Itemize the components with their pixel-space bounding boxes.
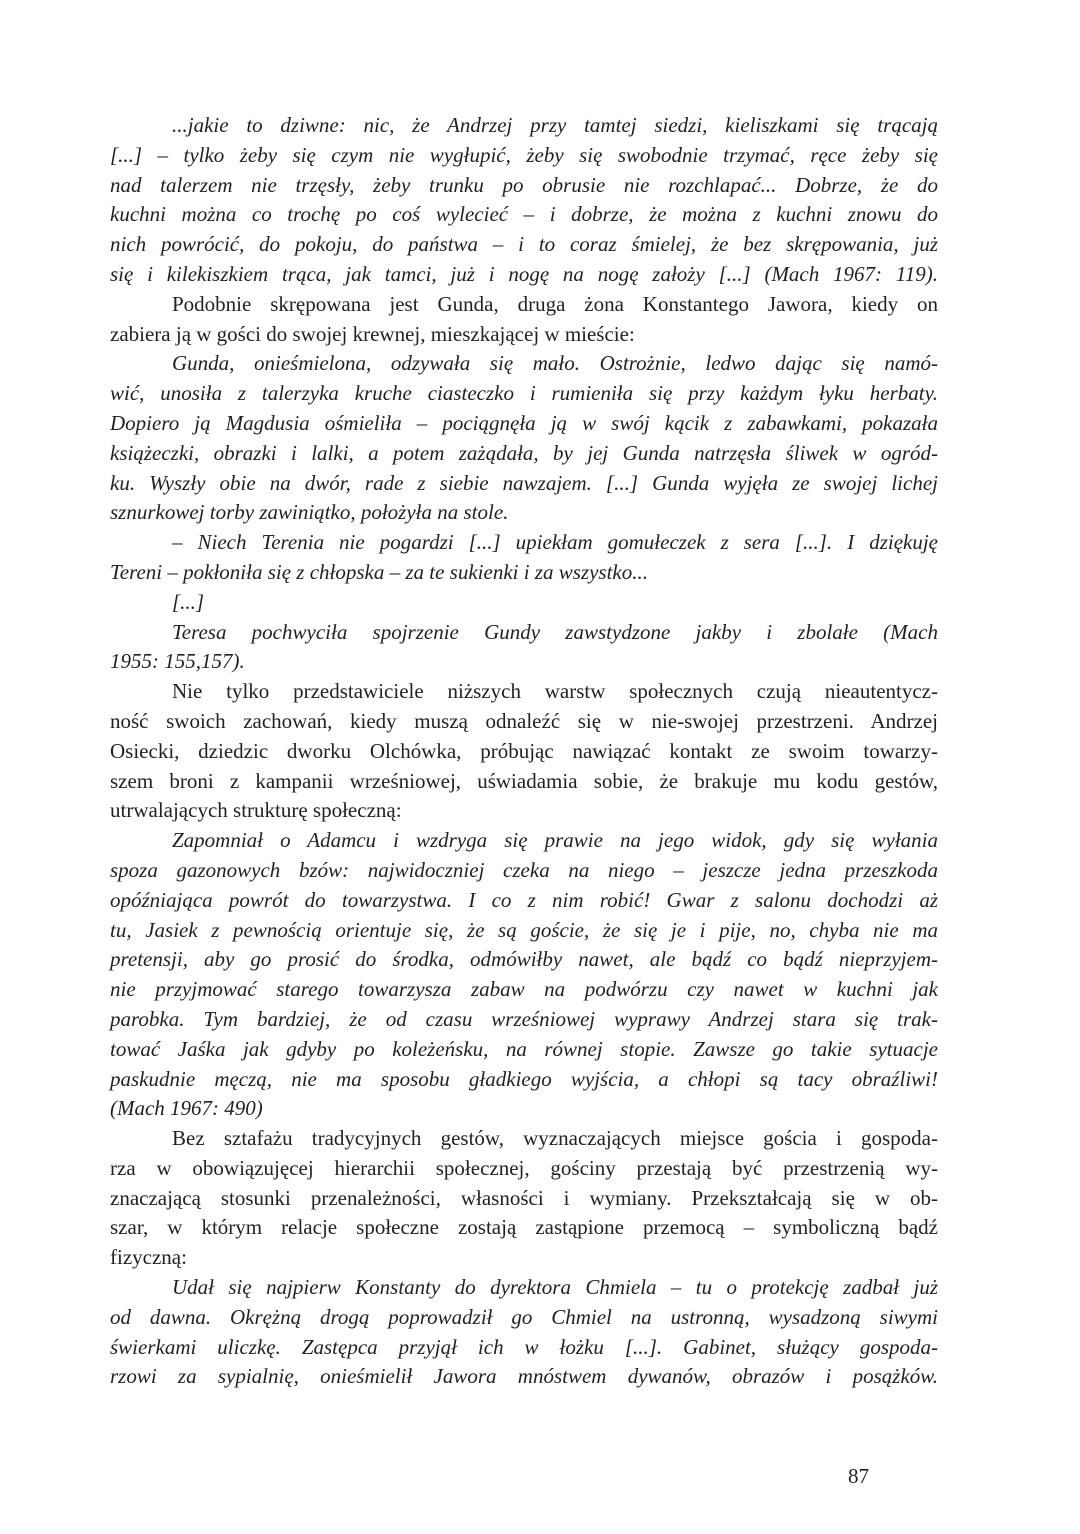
text-line: Gunda, onieśmielona, odzywała się mało. Ostrożnie, ledwo dając się namó- [172, 351, 938, 376]
text-line: parobka. Tym bardziej, że od czasu wrześniowej wyprawy Andrzej stara się trak- [110, 1006, 938, 1031]
text-line: nich powrócić, do pokoju, do państwa – i to coraz śmielej, że bez skrępowania, już [110, 232, 938, 257]
body-paragraph [110, 1124, 938, 1273]
text-line: utrwalających strukturę społeczną: [110, 798, 402, 823]
text-line: tu, Jasiek z pewnością orientuje się, że są goście, że się je i pije, no, chyba nie ma [110, 917, 938, 942]
text-line: rzowi za sypialnię, onieśmielił Jawora mnóstwem dywanów, obrazów i posążków. [110, 1364, 938, 1389]
text-line: paskudnie męczą, nie ma sposobu gładkiego wyjścia, a chłopi są tacy obraźliwi! [110, 1066, 938, 1091]
quotation-paragraph [110, 1273, 938, 1392]
text-line: Bez sztafażu tradycyjnych gestów, wyznaczających miejsce gościa i gospoda- [172, 1126, 938, 1151]
text-line: kuchni można co trochę po coś wylecieć – i dobrze, że można z kuchni znowu do [110, 202, 938, 227]
text-line: ność swoich zachowań, kiedy muszą odnaleźć się w nie-swojej przestrzeni. Andrzej [110, 708, 938, 733]
quotation-paragraph [110, 528, 938, 588]
quotation-paragraph [110, 111, 938, 290]
text-line: rza w obowiązujęcej hierarchii społecznej, gościny przestają być przestrzenią wy- [110, 1155, 938, 1180]
text-line: [...] – tylko żeby się czym nie wygłupić, żeby się swobodnie trzymać, ręce żeby się [110, 142, 938, 167]
text-line: Dopiero ją Magdusia ośmieliła – pociągnęła ją w swój kącik z zabawkami, pokazała [110, 410, 938, 435]
body-paragraph [110, 290, 938, 350]
page-body [110, 111, 938, 1392]
text-line: Podobnie skrępowana jest Gunda, druga żona Konstantego Jawora, kiedy on [172, 291, 938, 316]
text-line: szar, w którym relacje społeczne zostają zastąpione przemocą – symboliczną bądź [110, 1215, 938, 1240]
text-line: sznurkowej torby zawiniątko, położyła na stole. [110, 500, 509, 525]
text-line: się i kilekiszkiem trąca, jak tamci, już i nogę na nogę założy [...] (Mach 1967: 119). [110, 261, 938, 286]
text-line: świerkami uliczkę. Zastępca przyjął ich w łożku [...]. Gabinet, służący gospoda- [110, 1334, 938, 1359]
quotation-paragraph [110, 618, 938, 678]
text-line: Teresa pochwyciła spojrzenie Gundy zawstydzone jakby i zbolałe (Mach [172, 619, 938, 644]
text-line: opóźniająca powrót do towarzystwa. I co z nim robić! Gwar z salonu dochodzi aż [110, 887, 938, 912]
text-line: (Mach 1967: 490) [110, 1096, 263, 1121]
quotation-paragraph [110, 826, 938, 1124]
text-line: ku. Wyszły obie na dwór, rade z siebie nawzajem. [...] Gunda wyjęła ze swojej lichej [110, 470, 938, 495]
text-line: Zapomniał o Adamcu i wzdryga się prawie na jego widok, gdy się wyłania [172, 828, 938, 853]
text-line: – Niech Terenia nie pogardzi [...] upiekłam gomułeczek z sera [...]. I dziękuję [172, 530, 938, 555]
quotation-paragraph [110, 349, 938, 528]
text-line: znaczającą stosunki przenależności, własności i wymiany. Przekształcają się w ob- [110, 1185, 938, 1210]
text-line: ...jakie to dziwne: nic, że Andrzej przy tamtej siedzi, kieliszkami się trącają [172, 113, 938, 137]
text-line: spoza gazonowych bzów: najwidoczniej czeka na niego – jeszcze jedna przeszkoda [110, 857, 938, 882]
page-number: 87 [848, 1464, 869, 1488]
text-line: pretensji, aby go prosić do środka, odmówiłby nawet, ale bądź co bądź nieprzyjem- [110, 947, 938, 972]
text-line: nie przyjmować starego towarzysza zabaw na podwórzu czy nawet w kuchni jak [110, 977, 938, 1002]
text-line: Tereni – pokłoniła się z chłopska – za te sukienki i za wszystko... [110, 559, 648, 584]
text-line: szem broni z kampanii wrześniowej, uświadamia sobie, że brakuje mu kodu gestów, [110, 768, 938, 793]
text-line: od dawna. Okrężną drogą poprowadził go Chmiel na ustronną, wysadzoną siwymi [110, 1304, 938, 1329]
text-line: Udał się najpierw Konstanty do dyrektora Chmiela – tu o protekcję zadbał już [172, 1275, 938, 1300]
text-line: Nie tylko przedstawiciele niższych warstw społecznych czują nieautentycz- [172, 679, 938, 704]
text-line: Osiecki, dziedzic dworku Olchówka, próbując nawiązać kontakt ze swoim towarzy- [110, 738, 938, 763]
text-line: 1955: 155,157). [110, 649, 245, 674]
text-line: nad talerzem nie trzęsły, żeby trunku po obrusie nie rozchlapać... Dobrze, że do [110, 172, 938, 197]
text-line: wić, unosiła z talerzyka kruche ciasteczko i rumieniła się przy każdym łyku herbaty. [110, 381, 938, 406]
text-line: książeczki, obrazki i lalki, a potem zażądała, by jej Gunda natrzęsła śliwek w ogród- [110, 440, 938, 465]
body-paragraph [110, 677, 938, 826]
text-line: fizyczną: [110, 1245, 187, 1270]
text-line: tować Jaśka jak gdyby po koleżeńsku, na równej stopie. Zawsze go takie sytuacje [110, 1036, 938, 1061]
text-line: [...] [172, 589, 205, 614]
quotation-paragraph [110, 588, 938, 618]
text-line: zabiera ją w gości do swojej krewnej, mieszkającej w mieście: [110, 321, 635, 346]
